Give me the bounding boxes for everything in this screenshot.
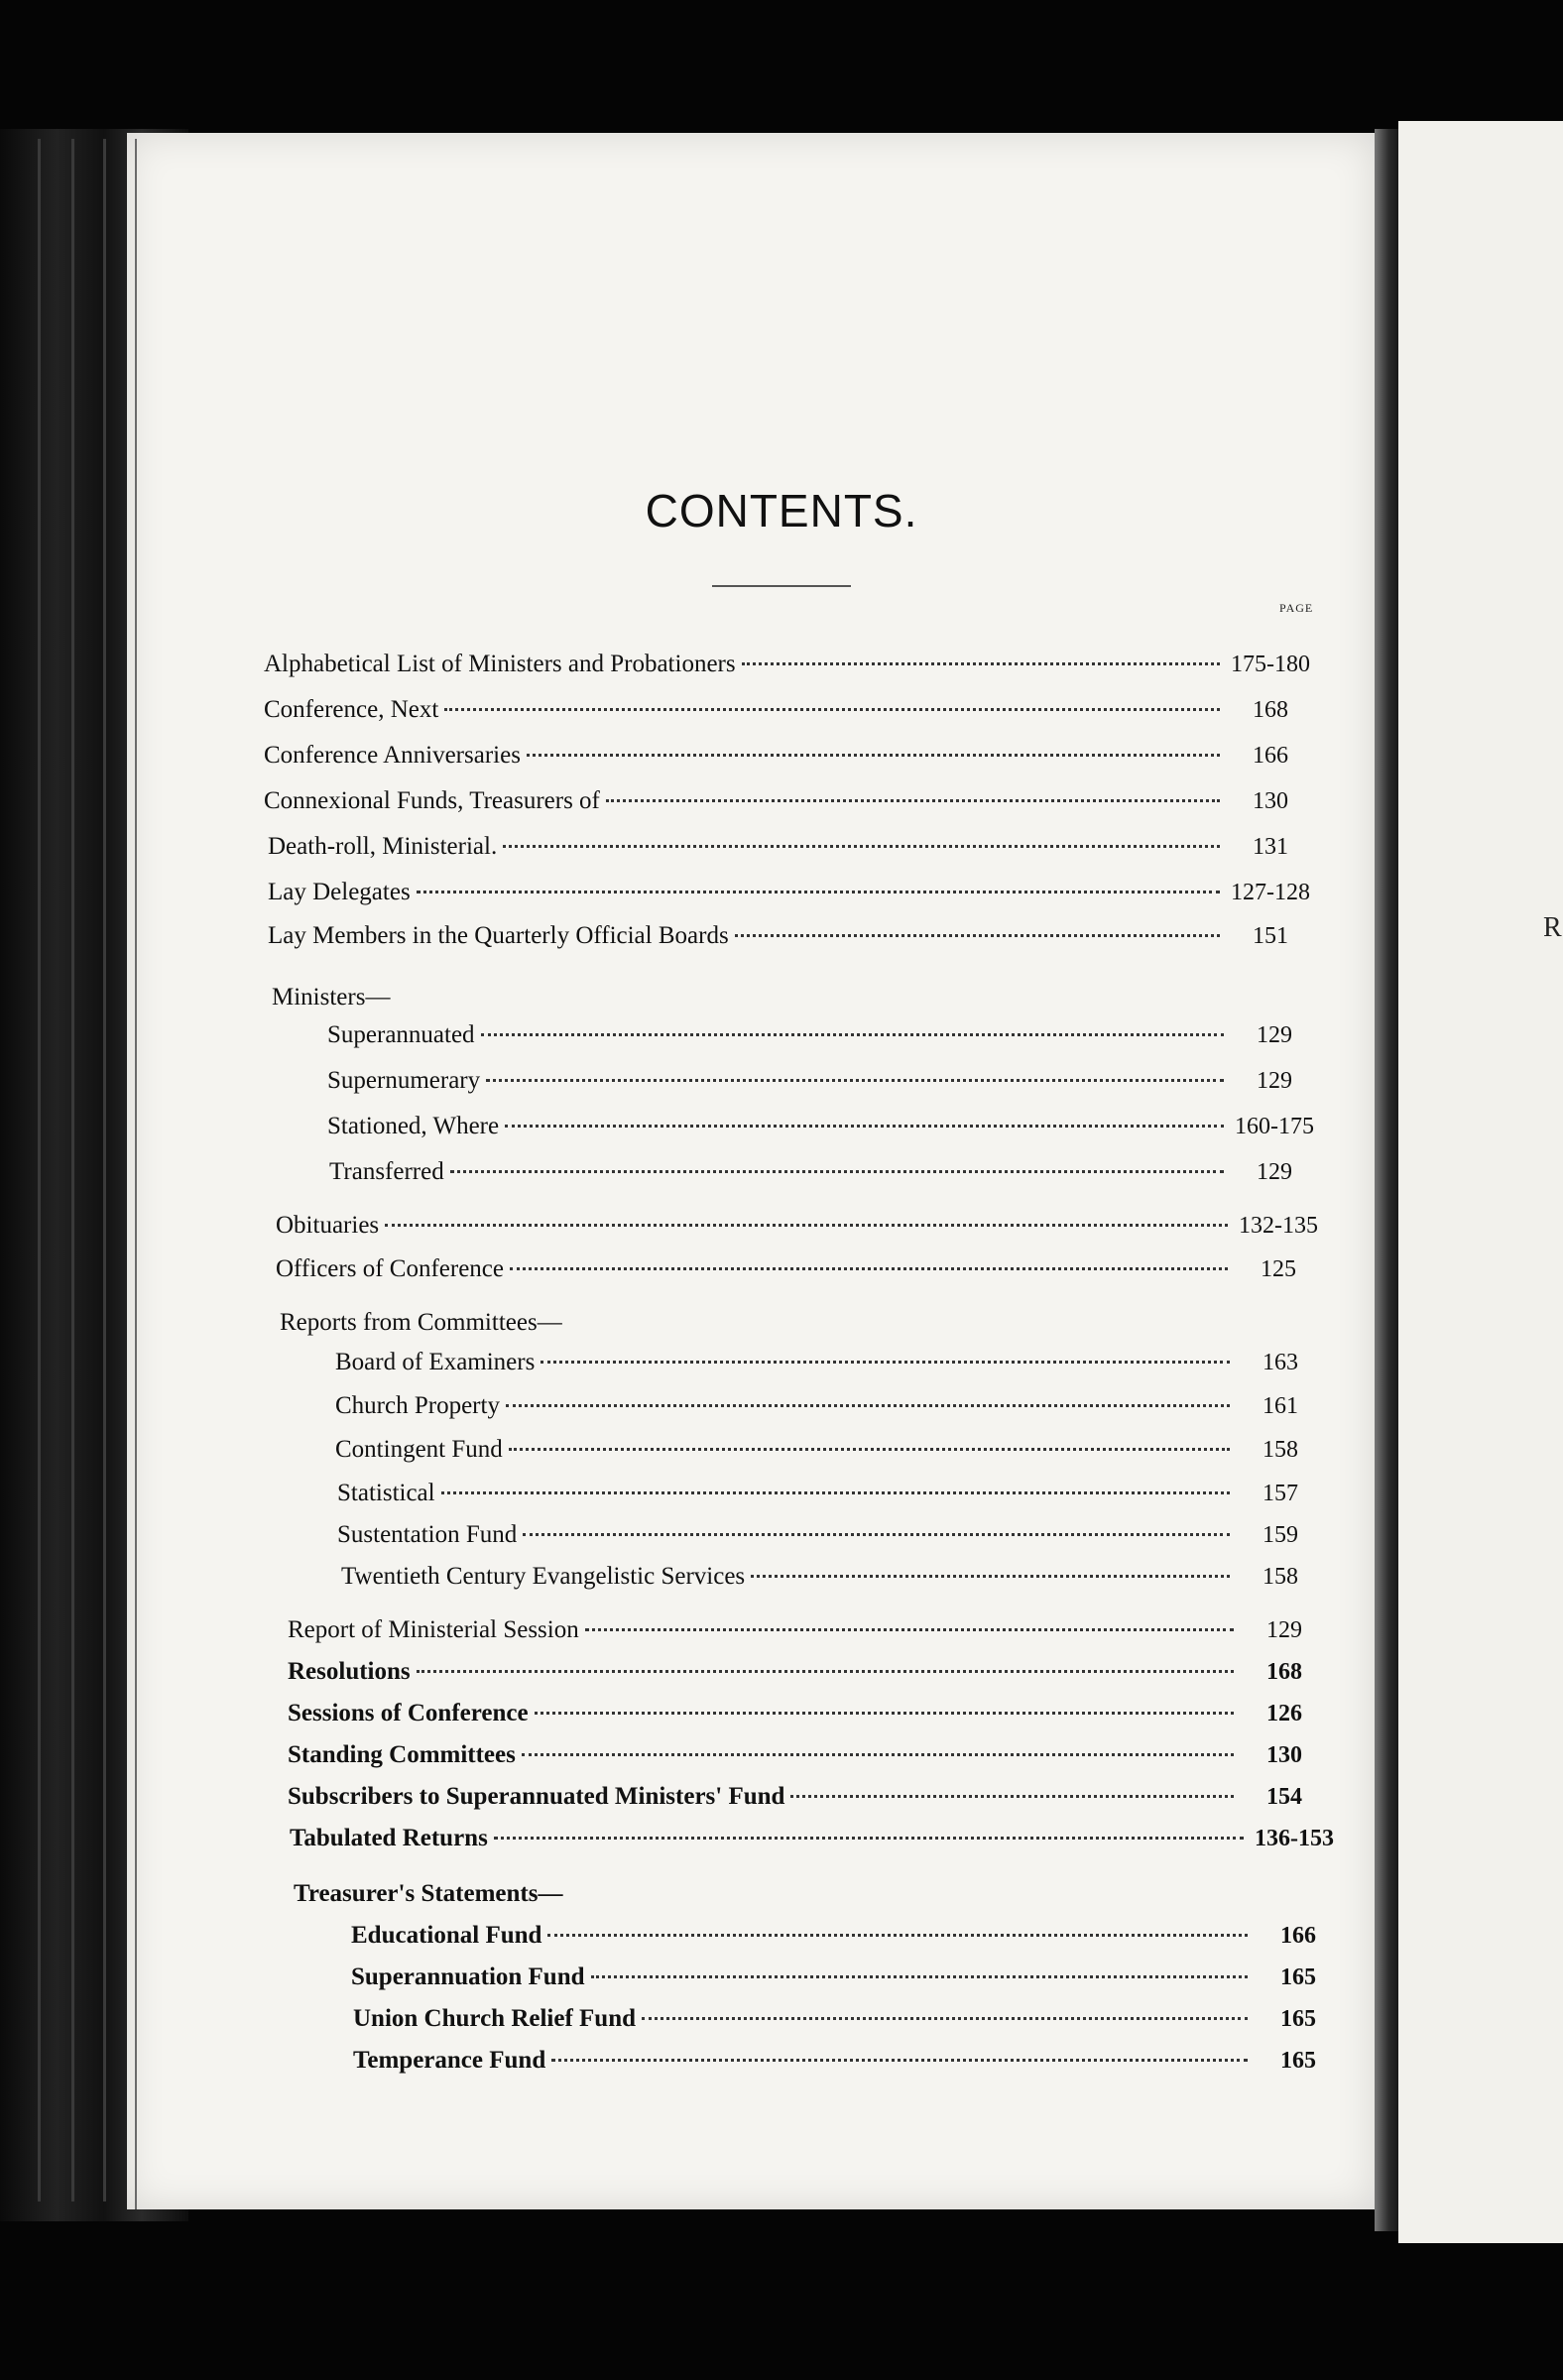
leader-dots (522, 1753, 1234, 1756)
toc-entry-label: Educational Fund (351, 1922, 542, 1949)
toc-entry-page: 166 (1253, 743, 1288, 769)
gutter-shadow (1375, 129, 1398, 2231)
toc-entry-label: Sustentation Fund (337, 1521, 518, 1548)
toc-entry-label: Death-roll, Ministerial. (268, 833, 498, 860)
toc-entry[interactable] (290, 1825, 1339, 1852)
leader-dots (481, 1033, 1224, 1036)
toc-entry-label: Report of Ministerial Session (288, 1616, 579, 1643)
toc-subentry[interactable] (327, 1113, 1319, 1140)
toc-entry[interactable] (268, 922, 1315, 950)
toc-entry-page: 126 (1266, 1701, 1302, 1726)
toc-entry-page: 161 (1262, 1393, 1298, 1419)
toc-entry-page: 127-128 (1231, 880, 1310, 905)
leader-dots (506, 1404, 1230, 1407)
toc-subentry[interactable] (327, 1021, 1319, 1049)
toc-entry[interactable] (264, 696, 1315, 724)
toc-entry[interactable] (288, 1700, 1329, 1727)
toc-entry-page: 129 (1257, 1068, 1292, 1094)
toc-entry[interactable] (288, 1658, 1329, 1686)
section-heading-ministers: Ministers— (272, 984, 391, 1011)
leader-dots (510, 1267, 1228, 1270)
leader-dots (551, 2059, 1248, 2062)
toc-entry-label: Superannuated (327, 1021, 475, 1048)
toc-subentry[interactable] (329, 1158, 1319, 1186)
toc-subentry[interactable] (335, 1436, 1325, 1464)
toc-entry-label: Connexional Funds, Treasurers of (264, 787, 600, 814)
leader-dots (527, 754, 1220, 757)
toc-entry-label: Conference Anniversaries (264, 742, 521, 769)
leader-dots (591, 1975, 1248, 1978)
toc-entry-page: 175-180 (1231, 652, 1310, 677)
toc-entry-page: 168 (1266, 1659, 1302, 1685)
leader-dots (494, 1837, 1244, 1840)
toc-entry-page: 165 (1280, 1964, 1316, 1990)
toc-entry-page: 166 (1280, 1923, 1316, 1949)
leader-dots (441, 1491, 1230, 1494)
toc-entry[interactable] (264, 787, 1315, 815)
toc-entry-label: Conference, Next (264, 696, 439, 723)
leader-dots (417, 891, 1220, 893)
toc-entry-label: Alphabetical List of Ministers and Probationers (264, 651, 736, 677)
leader-dots (547, 1934, 1248, 1937)
leader-dots (742, 662, 1220, 665)
toc-entry-page: 136-153 (1255, 1826, 1334, 1851)
toc-entry-label: Resolutions (288, 1658, 411, 1685)
toc-entry[interactable] (268, 879, 1315, 906)
toc-entry-label: Lay Delegates (268, 879, 411, 905)
leader-dots (606, 799, 1220, 802)
leader-dots (535, 1712, 1234, 1715)
toc-entry[interactable] (276, 1212, 1323, 1240)
toc-entry[interactable] (288, 1783, 1329, 1811)
toc-entry-page: 130 (1253, 788, 1288, 814)
toc-subentry[interactable] (351, 1922, 1343, 1950)
toc-entry-page: 168 (1253, 697, 1288, 723)
toc-entry-label: Union Church Relief Fund (353, 2005, 637, 2032)
toc-entry-label: Obituaries (276, 1212, 380, 1239)
toc-entry-page: 151 (1253, 923, 1288, 949)
toc-subentry[interactable] (337, 1521, 1325, 1549)
leader-dots (735, 934, 1220, 937)
toc-entry-page: 129 (1257, 1022, 1292, 1048)
toc-entry-label: Supernumerary (327, 1067, 481, 1094)
leader-dots (505, 1125, 1224, 1128)
toc-entry-label: Church Property (335, 1392, 500, 1419)
toc-entry[interactable] (264, 742, 1315, 770)
toc-entry-label: Transferred (329, 1158, 444, 1185)
toc-entry-label: Twentieth Century Evangelistic Services (341, 1563, 746, 1590)
toc-entry-page: 132-135 (1239, 1213, 1318, 1239)
toc-entry[interactable] (288, 1741, 1329, 1769)
leader-dots (509, 1448, 1230, 1451)
leader-dots (541, 1361, 1230, 1364)
toc-subentry[interactable] (327, 1067, 1319, 1095)
toc-subentry[interactable] (335, 1392, 1325, 1420)
toc-entry[interactable] (276, 1255, 1323, 1283)
toc-entry-page: 129 (1257, 1159, 1292, 1185)
toc-subentry[interactable] (337, 1480, 1325, 1507)
toc-entry-page: 165 (1280, 2048, 1316, 2074)
toc-entry-page: 158 (1262, 1564, 1298, 1590)
page-column-heading: PAGE (1279, 601, 1314, 615)
toc-entry-page: 125 (1261, 1256, 1296, 1282)
leader-dots (417, 1670, 1234, 1673)
section-heading-reports: Reports from Committees— (280, 1309, 562, 1336)
leader-dots (751, 1575, 1230, 1578)
leader-dots (790, 1795, 1234, 1798)
toc-entry-label: Superannuation Fund (351, 1964, 585, 1990)
toc-entry-page: 131 (1253, 834, 1288, 860)
facing-page-letter: R (1543, 912, 1562, 943)
toc-entry-label: Officers of Conference (276, 1255, 504, 1282)
toc-entry-label: Sessions of Conference (288, 1700, 529, 1726)
leader-dots (523, 1533, 1230, 1536)
toc-entry-label: Standing Committees (288, 1741, 516, 1768)
toc-entry-label: Statistical (337, 1480, 435, 1506)
toc-entry-label: Contingent Fund (335, 1436, 503, 1463)
toc-entry-page: 157 (1262, 1481, 1298, 1506)
toc-entry-page: 130 (1266, 1742, 1302, 1768)
leader-dots (642, 2017, 1248, 2020)
toc-entry-page: 159 (1262, 1522, 1298, 1548)
edge-line (38, 139, 41, 2202)
title-rule (712, 585, 851, 587)
toc-entry-page: 160-175 (1235, 1114, 1314, 1139)
toc-entry[interactable] (288, 1616, 1329, 1644)
edge-line (103, 139, 106, 2202)
toc-subentry[interactable] (353, 2005, 1343, 2033)
leader-dots (450, 1170, 1224, 1173)
toc-entry-label: Board of Examiners (335, 1349, 536, 1375)
toc-subentry[interactable] (351, 1964, 1343, 1991)
toc-entry[interactable] (268, 833, 1315, 861)
edge-line (71, 139, 74, 2202)
toc-entry-page: 158 (1262, 1437, 1298, 1463)
leader-dots (503, 845, 1220, 848)
toc-entry-page: 163 (1262, 1350, 1298, 1375)
toc-entry-label: Stationed, Where (327, 1113, 500, 1139)
facing-page (1398, 121, 1563, 2243)
toc-entry-label: Temperance Fund (353, 2047, 546, 2074)
toc-entry[interactable] (264, 651, 1315, 678)
leader-dots (385, 1224, 1228, 1227)
toc-subentry[interactable] (341, 1563, 1325, 1591)
toc-entry-page: 165 (1280, 2006, 1316, 2032)
toc-entry-page: 129 (1266, 1617, 1302, 1643)
toc-entry-page: 154 (1266, 1784, 1302, 1810)
section-heading-treasurer: Treasurer's Statements— (294, 1880, 563, 1907)
toc-subentry[interactable] (335, 1349, 1325, 1376)
page-title: CONTENTS. (645, 485, 918, 536)
toc-subentry[interactable] (353, 2047, 1343, 2075)
toc-entry-label: Lay Members in the Quarterly Official Boards (268, 922, 729, 949)
toc-entry-label: Subscribers to Superannuated Ministers' Fund (288, 1783, 785, 1810)
leader-dots (585, 1628, 1234, 1631)
leader-dots (486, 1079, 1224, 1082)
toc-entry-label: Tabulated Returns (290, 1825, 488, 1851)
leader-dots (444, 708, 1220, 711)
